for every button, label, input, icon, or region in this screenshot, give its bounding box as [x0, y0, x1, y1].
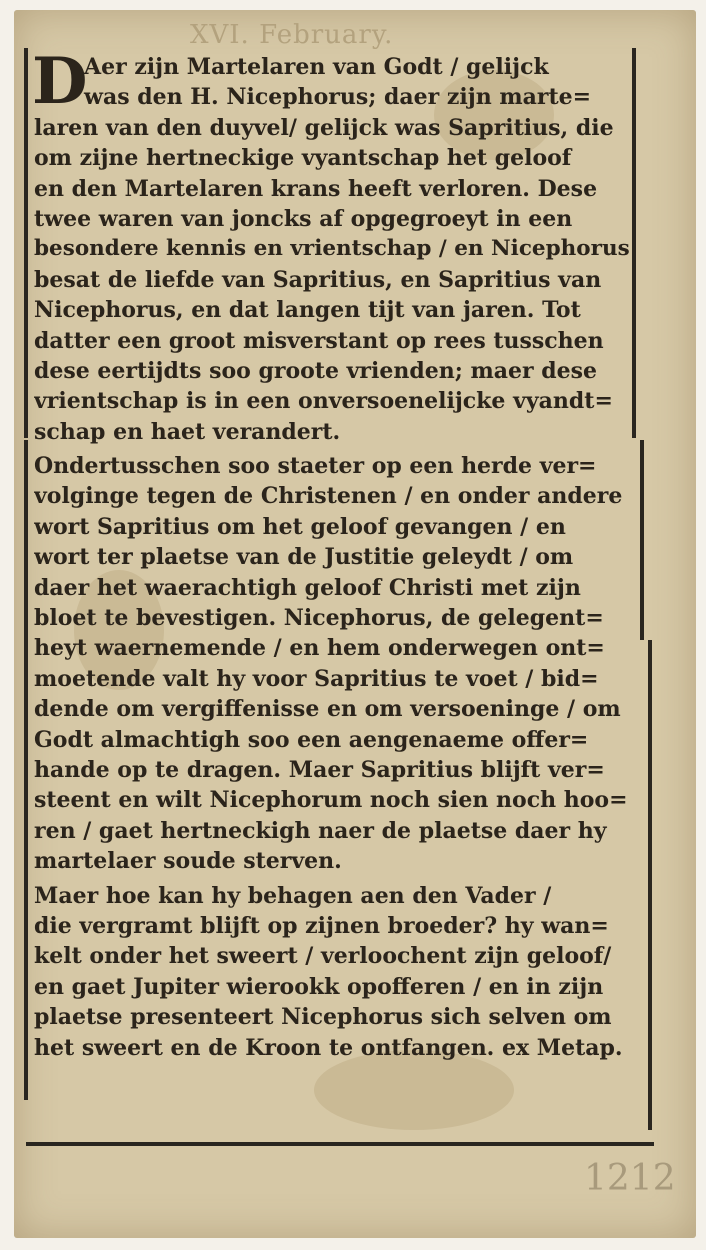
- paragraph: [34, 451, 630, 876]
- text-line: Aer zijn Martelaren van Godt / gelijck: [84, 54, 549, 80]
- text-line: heyt waernemende / en hem onderwegen ont=: [34, 635, 605, 662]
- page-header: XVI. February.: [190, 20, 394, 50]
- text-line: bloet te bevestigen. Nicephorus, de gelegent=: [34, 605, 604, 632]
- text-line: ren / gaet hertneckigh naer de plaetse daer hy: [34, 817, 607, 844]
- text-line: dese eertijdts soo groote vrienden; maer dese: [34, 357, 598, 384]
- text-line: Ondertusschen soo staeter op een herde ver=: [34, 453, 597, 480]
- text-line: vrientschap is in een onversoenelijcke vyandt=: [34, 388, 613, 415]
- text-line: steent en wilt Nicephorum noch sien noch hoo=: [34, 787, 628, 814]
- page-number: 1212: [584, 1158, 676, 1199]
- text-line: datter een groot misverstant op rees tusschen: [34, 327, 604, 354]
- text-line: plaetse presenteert Nicephorus sich selven om: [34, 1004, 612, 1031]
- text-line: schap en haet verandert.: [34, 418, 341, 445]
- text-line: twee waren van joncks af opgegroeyt in een: [34, 205, 573, 232]
- text-line: besondere kennis en vrientschap / en Nicephorus: [34, 236, 630, 262]
- text-line: Godt almachtigh soo een aengenaeme offer=: [34, 726, 589, 753]
- column-rule-left: [24, 440, 28, 1100]
- text-line: daer het waerachtigh geloof Christi met zijn: [34, 574, 581, 601]
- text-line: was den H. Nicephorus; daer zijn marte=: [84, 84, 592, 111]
- bottom-rule: [26, 1142, 654, 1146]
- text-line: die vergramt blijft op zijnen broeder? hy wan=: [34, 912, 609, 939]
- text-line: besat de liefde van Sapritius, en Sapritius van: [34, 266, 602, 293]
- column-rule-left: [24, 48, 28, 438]
- text-line: dende om vergiffenisse en om versoeninge / om: [34, 696, 621, 723]
- paragraph: [32, 44, 630, 447]
- article-body: [32, 44, 630, 1063]
- text-line: volginge tegen de Christenen / en onder andere: [34, 483, 623, 510]
- text-line: en den Martelaren krans heeft verloren. Dese: [34, 175, 598, 202]
- text-line: laren van den duyvel/ gelijck was Sapritius, die: [34, 114, 614, 141]
- text-line: het sweert en de Kroon te ontfangen. ex Metap.: [34, 1034, 623, 1061]
- text-line: wort ter plaetse van de Justitie geleydt / om: [34, 544, 574, 571]
- text-line: kelt onder het sweert / verloochent zijn geloof/: [34, 943, 612, 970]
- column-rule-right: [640, 440, 644, 640]
- column-rule-right: [632, 48, 636, 438]
- text-line: en gaet Jupiter wierookk opofferen / en in zijn: [34, 973, 604, 1000]
- text-line: om zijne hertneckige vyantschap het geloof: [34, 145, 572, 172]
- text-line: moetende valt hy voor Sapritius te voet / bid=: [34, 665, 599, 692]
- drop-cap: D: [32, 44, 88, 119]
- paragraph: [34, 881, 630, 1063]
- text-line: Nicephorus, en dat langen tijt van jaren. Tot: [34, 297, 581, 324]
- text-line: Maer hoe kan hy behagen aen den Vader /: [34, 882, 552, 909]
- column-rule-right: [648, 640, 652, 1130]
- text-line: martelaer soude sterven.: [34, 848, 342, 875]
- text-line: wort Sapritius om het geloof gevangen / en: [34, 513, 566, 540]
- text-line: hande op te dragen. Maer Sapritius blijft ver=: [34, 756, 605, 783]
